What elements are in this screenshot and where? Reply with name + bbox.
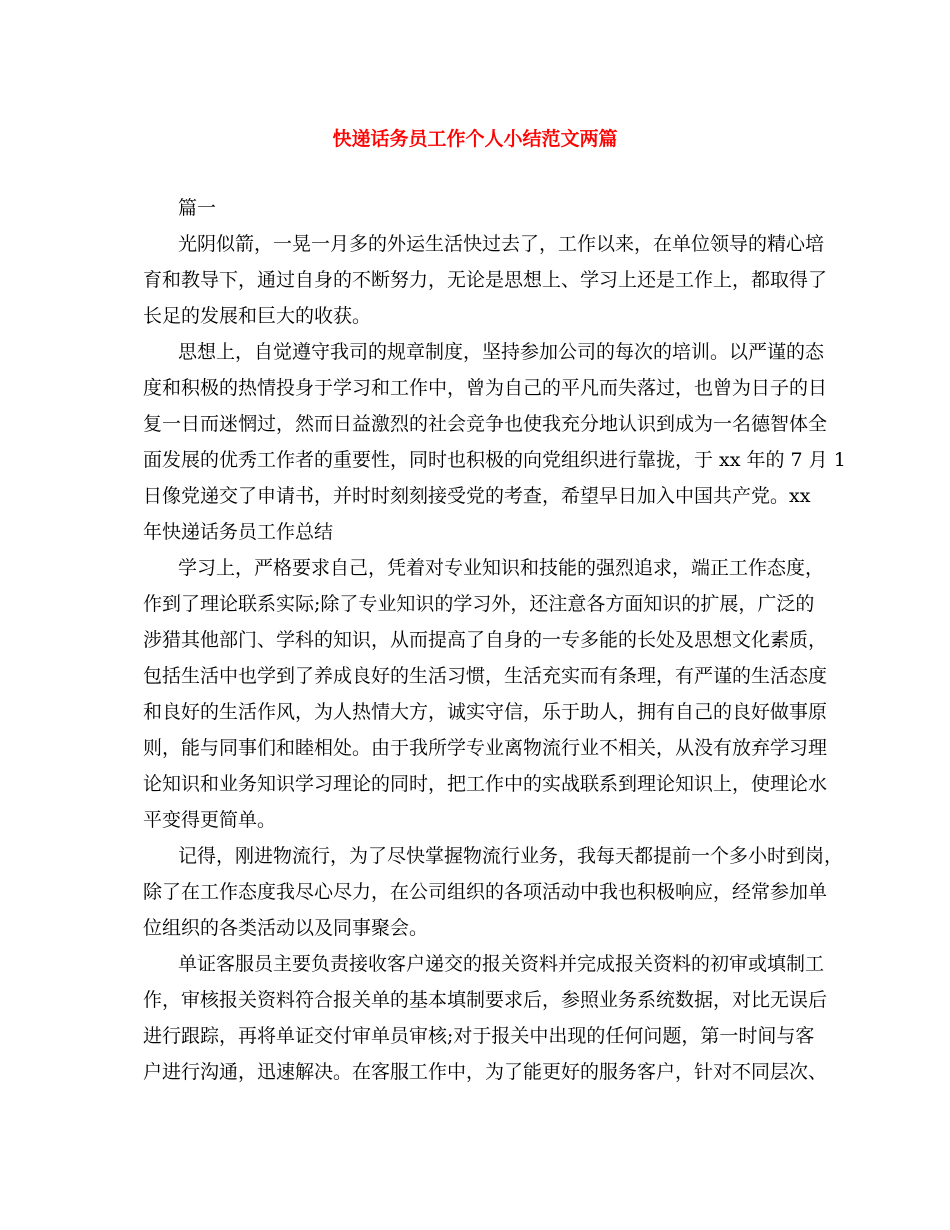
body-line: 户进行沟通，迅速解决。在客服工作中，为了能更好的服务客户，针对不同层次、	[143, 1061, 828, 1083]
body-line: 学习上，严格要求自己，凭着对专业知识和技能的强烈追求，端正工作态度，	[178, 557, 825, 579]
body-line: 思想上，自觉遵守我司的规章制度，坚持参加公司的每次的培训。以严谨的态	[178, 341, 825, 363]
body-lines	[143, 226, 846, 1090]
body-line: 进行跟踪，再将单证交付审单员审核;对于报关中出现的任何问题，第一时间与客	[143, 1025, 815, 1047]
body-line: 则，能与同事们和睦相处。由于我所学专业离物流行业不相关，从没有放弃学习理	[143, 737, 828, 759]
body-line: 日像党递交了申请书，并时时刻刻接受党的考查，希望早日加入中国共产党。xx	[143, 485, 811, 507]
body-line: 记得，刚进物流行，为了尽快掌握物流行业务，我每天都提前一个多小时到岗，	[178, 845, 844, 867]
body-line: 作，审核报关资料符合报关单的基本填制要求后，参照业务系统数据，对比无误后	[143, 989, 828, 1011]
body-line: 包括生活中也学到了养成良好的生活习惯，生活充实而有条理，有严谨的生活态度	[143, 665, 828, 687]
body-line: 光阴似箭，一晃一月多的外运生活快过去了，工作以来，在单位领导的精心培	[178, 233, 825, 255]
body-line: 育和教导下，通过自身的不断努力，无论是思想上、学习上还是工作上，都取得了	[143, 269, 828, 291]
body-line: 作到了理论联系实际;除了专业知识的学习外，还注意各方面知识的扩展，广泛的	[143, 593, 815, 615]
document-title: 快递话务员工作个人小结范文两篇	[332, 128, 618, 150]
body-line: 位组织的各类活动以及同事聚会。	[143, 917, 429, 939]
body-line: 除了在工作态度我尽心尽力，在公司组织的各项活动中我也积极响应，经常参加单	[143, 881, 828, 903]
body-line: 涉猎其他部门、学科的知识，从而提高了自身的一专多能的长处及思想文化素质，	[143, 629, 828, 651]
body-line: 复一日而迷惘过，然而日益激烈的社会竞争也使我充分地认识到成为一名德智体全	[143, 413, 828, 435]
body-line: 长足的发展和巨大的收获。	[143, 305, 372, 327]
body-line: 年快递话务员工作总结	[143, 521, 334, 543]
body-line: 平变得更简单。	[143, 809, 277, 831]
body-line: 论知识和业务知识学习理论的同时，把工作中的实战联系到理论知识上，使理论水	[143, 773, 828, 795]
section-label: 篇一	[178, 197, 217, 219]
body-line: 和良好的生活作风，为人热情大方，诚实守信，乐于助人，拥有自己的良好做事原	[143, 701, 828, 723]
document-body	[143, 190, 846, 1090]
body-line: 度和积极的热情投身于学习和工作中，曾为自己的平凡而失落过，也曾为日子的日	[143, 377, 828, 399]
body-line: 单证客服员主要负责接收客户递交的报关资料并完成报关资料的初审或填制工	[178, 953, 825, 975]
body-line: 面发展的优秀工作者的重要性，同时也积极的向党组织进行靠拢，于 xx 年的 7 月 1	[143, 449, 846, 471]
